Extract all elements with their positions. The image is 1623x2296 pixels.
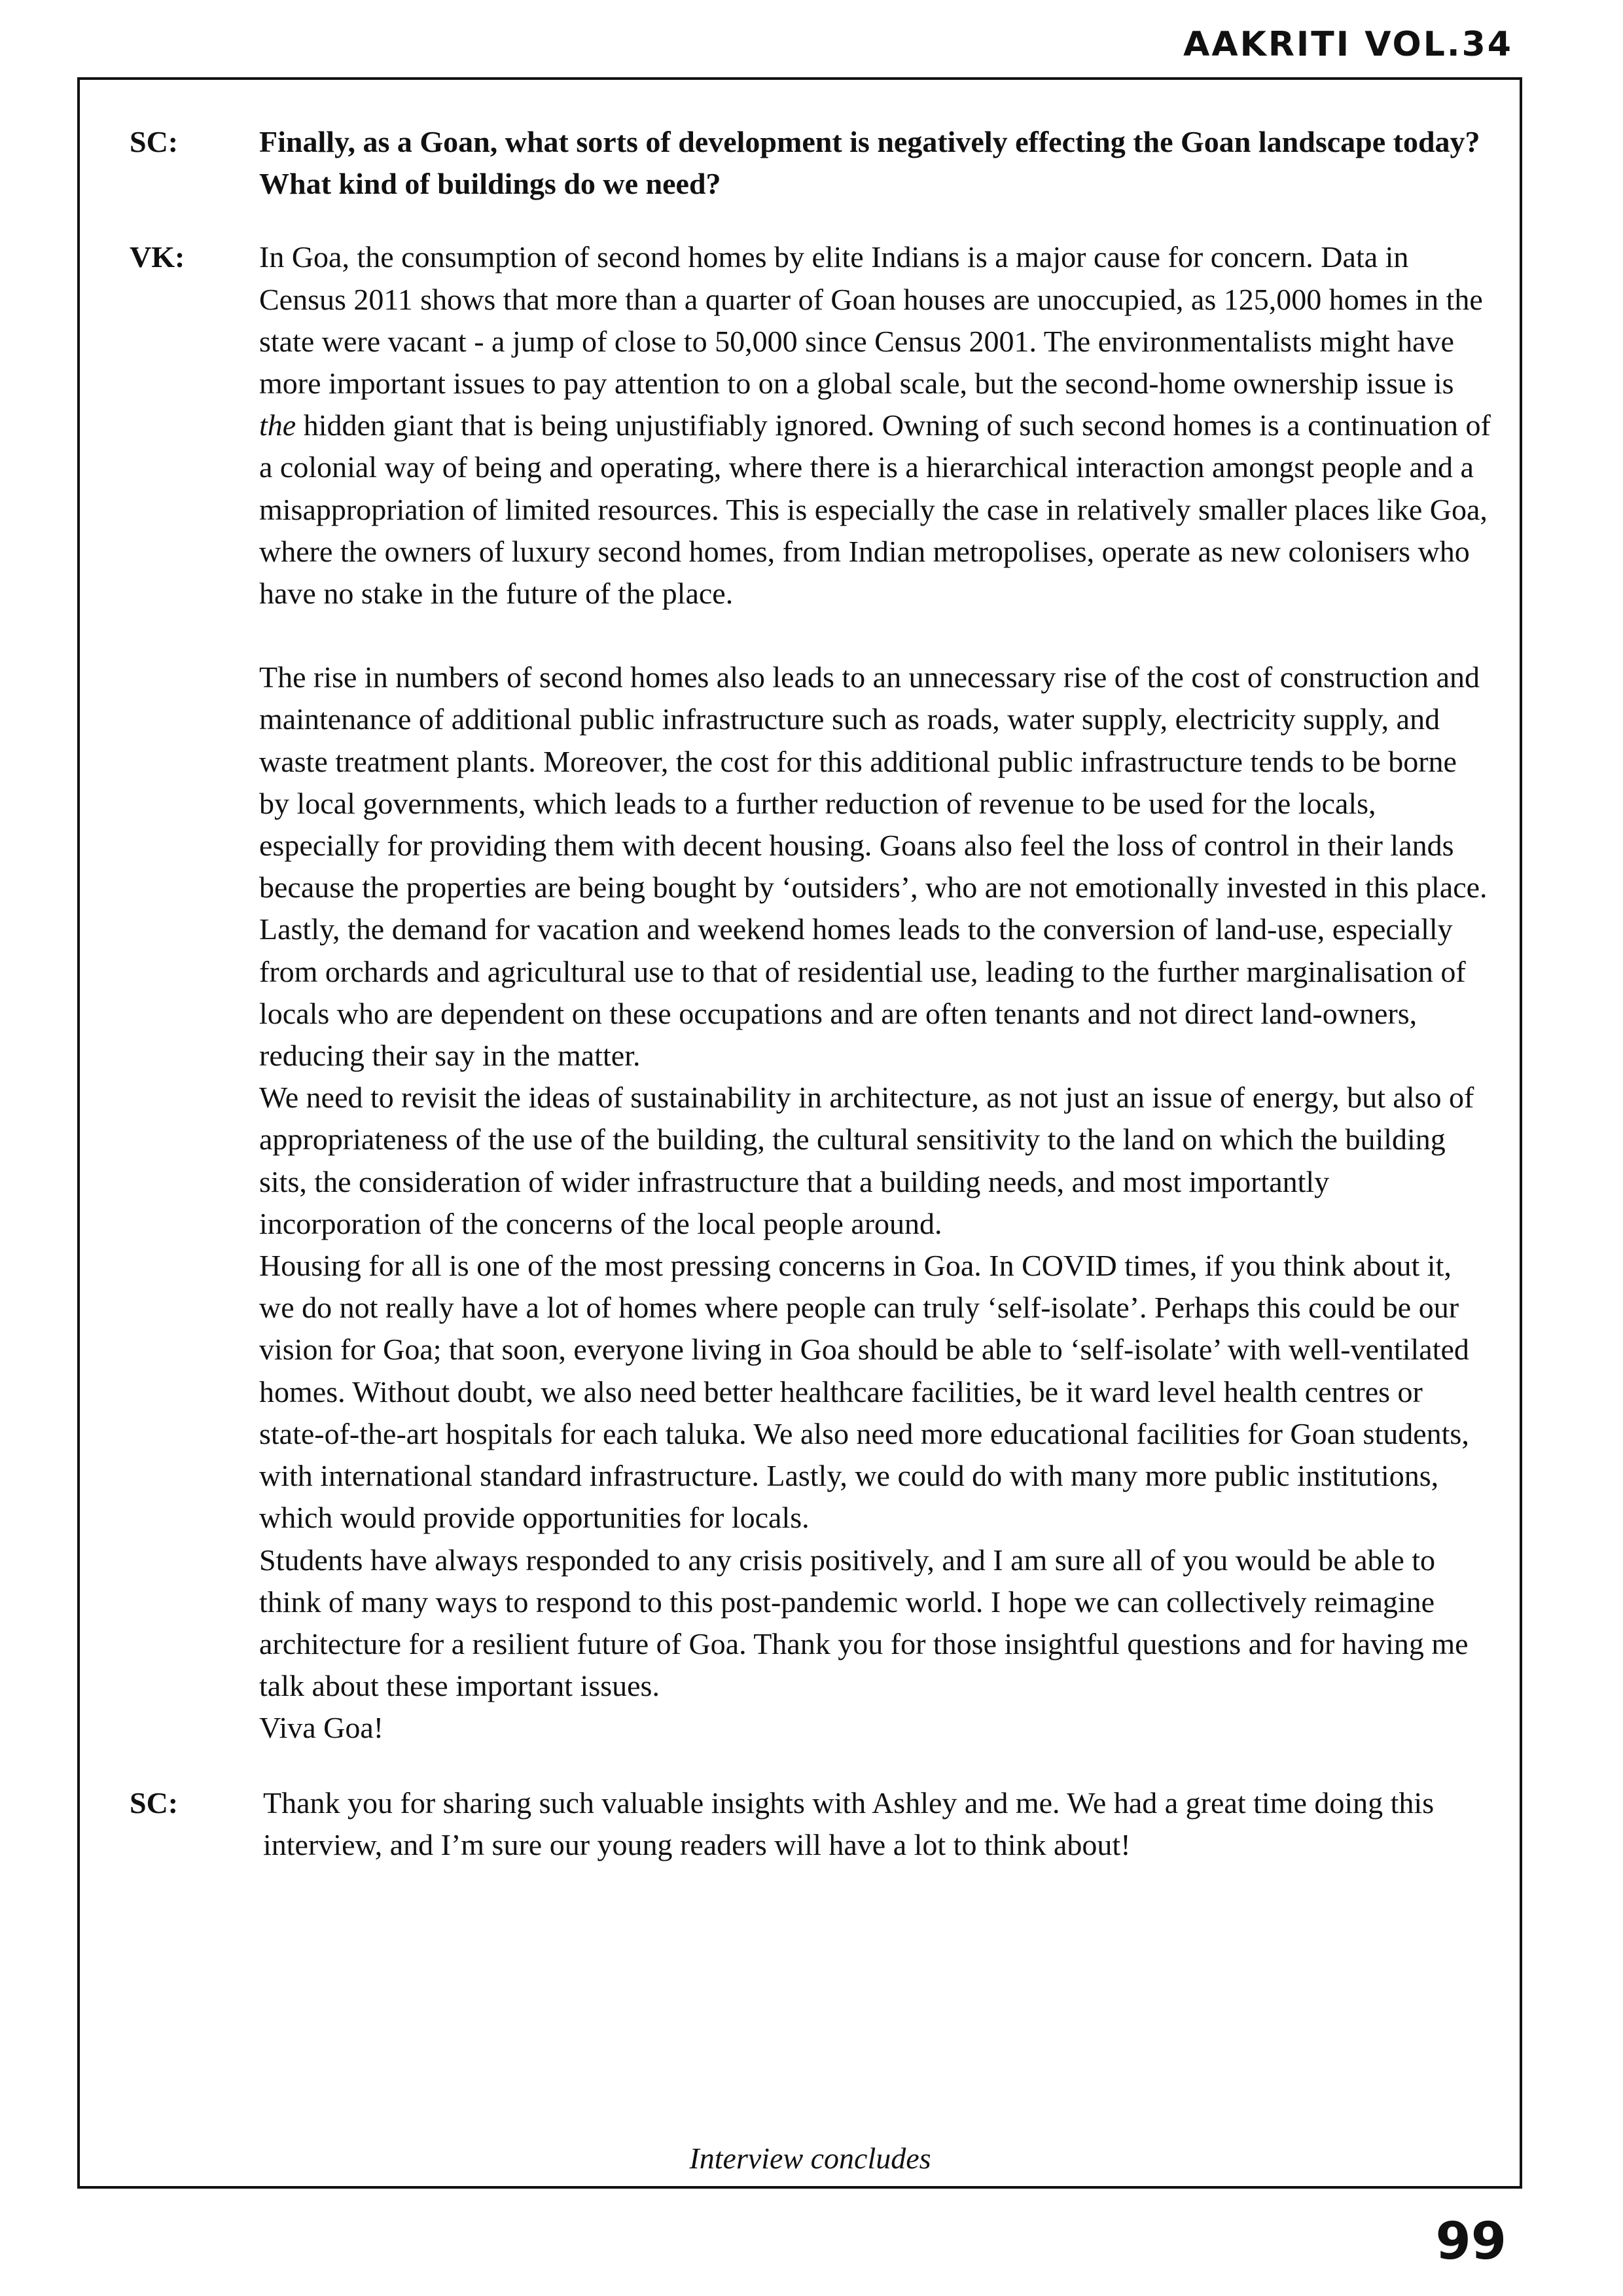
interview-content (130, 121, 1491, 1866)
closing-text: Thank you for sharing such valuable insights with Ashley and me. We had a great time doing this interview, and I’m sure our young readers will have a lot to think about! (263, 1785, 1435, 1861)
answer-p1-text: In Goa, the consumption of second homes by elite Indians is a major cause for concern. Data in Census 2011 shows that more than a quarter of Goan houses are unoccupied, as 125,000 homes in the state were vacant - a jump of close to 50,000 since Census 2001. The environmentalists might have more important issues to pay attention to on a global scale, but the second-home ownership issue is (259, 240, 1483, 401)
answer-paragraph-5: Students have always responded to any crisis positively, and I am sure all of you would be able to think of many ways to respond to this post-pandemic world. I hope we can collectively reimagine architecture for a resilient future of Goa. Thank you for those insightful questions and for having me talk about these important issues. (259, 1543, 1469, 1703)
interview-concludes: Interview concludes (689, 2142, 931, 2175)
answer-p1-text-cont: hidden giant that is being unjustifiably ignored. Owning of such second homes is a continuation of a colonial way of being and operating, where there is a hierarchical interaction amongst people and a misappropriation of limited resources. This is especially the case in relatively smaller places like Goa, where the owners of luxury second homes, from Indian metropolises, operate as new colonisers who have no stake in the future of the place. (259, 408, 1491, 611)
closing-entry (130, 1782, 1491, 1866)
magazine-header: AAKRITI VOL.34 (1183, 25, 1513, 64)
answer-body (259, 236, 1491, 1749)
answer-paragraph-4: Housing for all is one of the most pressing concerns in Goa. In COVID times, if you think about it, we do not really have a lot of homes where people can truly ‘self-isolate’. Perhaps this could be our vision for Goa; that soon, everyone living in Goa should be able to ‘self-isolate’ with well-ventilated homes. Without doubt, we also need better healthcare facilities, be it ward level health centres or state-of-the-art hospitals for each taluka. We also need more educational facilities for Goan students, with international standard infrastructure. Lastly, we could do with many more public institutions, which would provide opportunities for locals. (259, 1249, 1469, 1535)
answer-paragraph-3: We need to revisit the ideas of sustainability in architecture, as not just an issue of energy, but also of appropriateness of the use of the building, the cultural sensitivity to the land on which the building sits, the consideration of wider infrastructure that a building needs, and most importantly incorporation of the concerns of the local people around. (259, 1081, 1474, 1240)
page-number: 99 (1435, 2212, 1507, 2271)
speaker-label-vk: VK: (130, 240, 185, 274)
emphasis-the: the (259, 408, 296, 442)
answer-entry (130, 236, 1491, 1749)
question-entry (130, 121, 1491, 205)
question-text: Finally, as a Goan, what sorts of development is negatively effecting the Goan landscape today? What kind of buildings do we need? (259, 125, 1480, 201)
answer-paragraph-2: The rise in numbers of second homes also leads to an unnecessary rise of the cost of construction and maintenance of additional public infrastructure such as roads, water supply, electricity supply, and waste treatment plants. Moreover, the cost for this additional public infrastructure tends to be borne by local governments, which leads to a further reduction of revenue to be used for the locals, especially for providing them with decent housing. Goans also feel the loss of control in their lands because the properties are being bought by ‘outsiders’, who are not emotionally invested in this place. Lastly, the demand for vacation and weekend homes leads to the conversion of land-use, especially from orchards and agricultural use to that of residential use, leading to the further marginalisation of locals who are dependent on these occupations and are often tenants and not direct land-owners, reducing their say in the matter. (259, 660, 1488, 1073)
answer-paragraph-1 (259, 236, 1491, 615)
answer-paragraph-6: Viva Goa! (259, 1711, 384, 1745)
speaker-label-sc: SC: (130, 125, 179, 158)
speaker-label-sc-closing: SC: (130, 1785, 179, 1820)
